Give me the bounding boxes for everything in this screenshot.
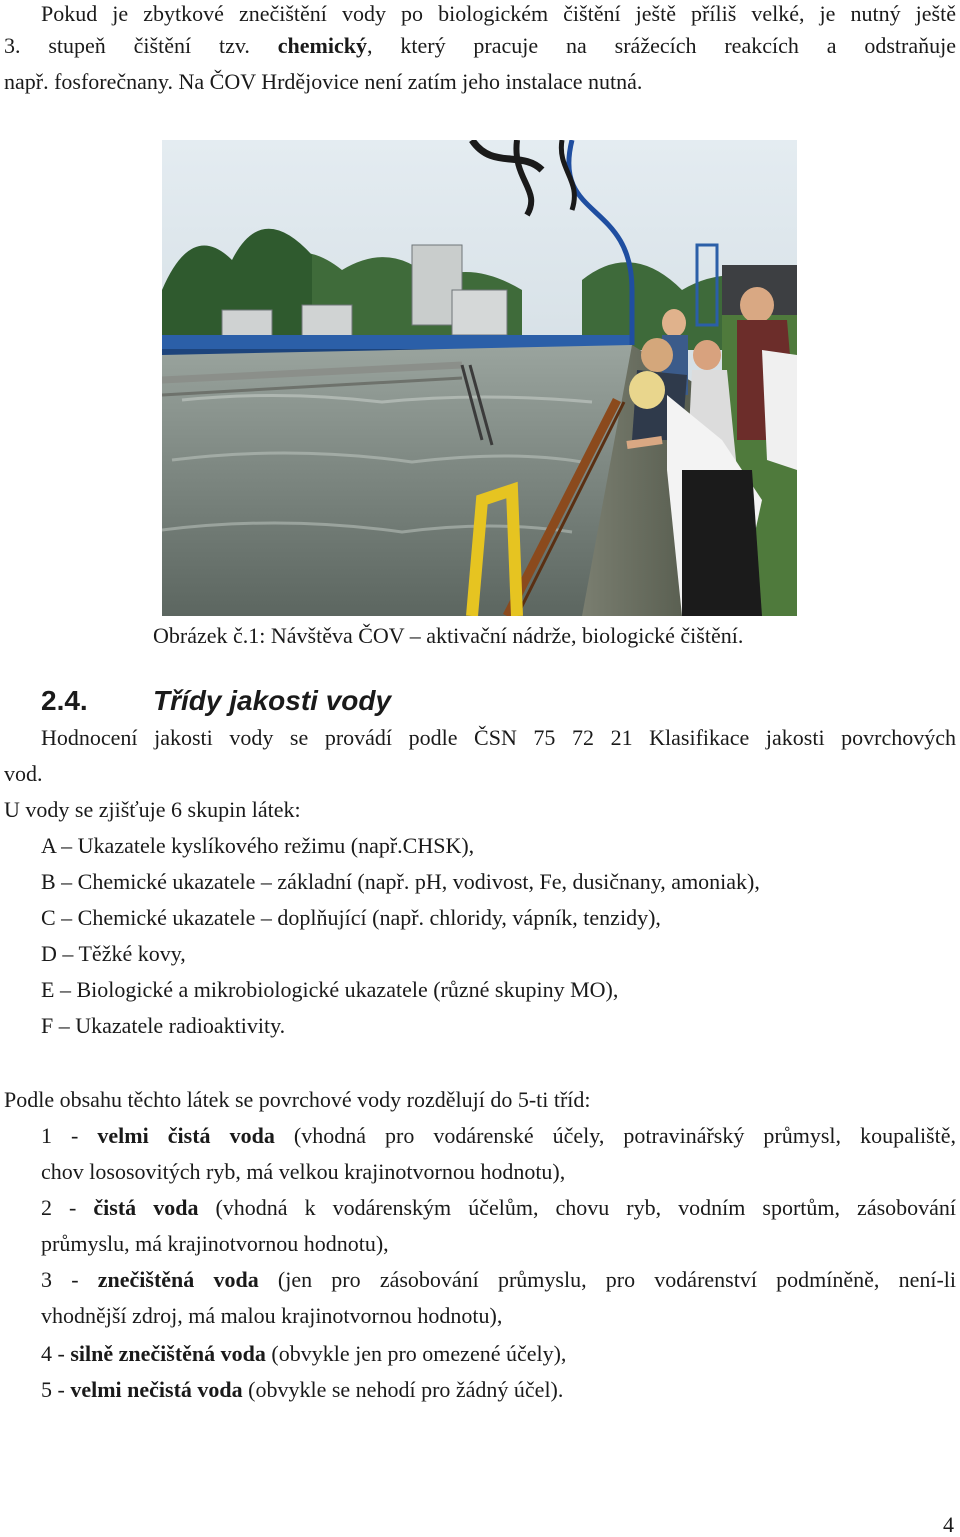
class-item-1 (41, 1122, 956, 1150)
class-description: (vhodná k vodárenským účelům, chovu ryb, vodním sportům, zásobování (198, 1195, 957, 1220)
intro-line-2-suffix: , který pracuje na srážecích reakcích a odstraňuje (367, 33, 956, 58)
intro-line-3: např. fosforečnany. Na ČOV Hrdějovice není zatím jeho instalace nutná. (4, 69, 643, 94)
intro-bold-term: chemický (277, 33, 367, 58)
section-number: 2.4. (41, 685, 88, 716)
class-number: 1 - (41, 1123, 79, 1148)
wastewater-plant-photo (162, 140, 797, 616)
class-name: znečištěná voda (97, 1267, 259, 1292)
class-item-3-cont: vhodnější zdroj, má malou krajinotvornou hodnotu), (41, 1303, 503, 1328)
group-item: B – Chemické ukazatele – základní (např. pH, vodivost, Fe, dusičnany, amoniak), (41, 869, 760, 894)
class-description: (jen pro zásobování průmyslu, pro vodárenství podmíněně, není-li (258, 1267, 957, 1292)
class-number: 5 - (41, 1377, 65, 1402)
class-description: (vhodná pro vodárenské účely, potravinářský průmysl, koupaliště, (274, 1123, 956, 1148)
section-para-line-1: Hodnocení jakosti vody se provádí podle ČSN 75 72 21 Klasifikace jakosti povrchových (41, 725, 956, 750)
class-description: (obvykle jen pro omezené účely), (265, 1341, 567, 1366)
group-item: D – Těžké kovy, (41, 941, 186, 966)
class-item-5 (41, 1376, 563, 1404)
class-item-2-cont: průmyslu, má krajinotvornou hodnotu), (41, 1231, 389, 1256)
groups-intro: U vody se zjišťuje 6 skupin látek: (4, 797, 301, 822)
class-name: velmi nečistá voda (70, 1377, 243, 1402)
class-item-1-cont: chov lososovitých ryb, má velkou krajinotvornou hodnotu), (41, 1159, 566, 1184)
class-item-3 (41, 1266, 956, 1294)
figure-caption: Obrázek č.1: Návštěva ČOV – aktivační nádrže, biologické čištění. (153, 623, 744, 648)
classes-intro: Podle obsahu těchto látek se povrchové vody rozdělují do 5-ti tříd: (4, 1087, 591, 1112)
class-item-4 (41, 1340, 566, 1368)
intro-line-2 (4, 32, 956, 60)
class-name: čistá voda (93, 1195, 199, 1220)
intro-line-1: Pokud je zbytkové znečištění vody po biologickém čištění ještě příliš velké, je nutný ještě (41, 1, 956, 26)
class-number: 3 - (41, 1267, 79, 1292)
class-item-2 (41, 1194, 956, 1222)
class-number: 4 - (41, 1341, 65, 1366)
class-name: silně znečištěná voda (70, 1341, 266, 1366)
class-description: (obvykle se nehodí pro žádný účel). (242, 1377, 564, 1402)
group-item: F – Ukazatele radioaktivity. (41, 1013, 286, 1038)
section-para-line-2: vod. (4, 761, 43, 786)
photo-illustration (162, 140, 797, 616)
group-item: C – Chemické ukazatele – doplňující (např. chloridy, vápník, tenzidy), (41, 905, 661, 930)
intro-line-2-prefix: 3. stupeň čištění tzv. (4, 33, 250, 58)
page-number: 4 (943, 1512, 954, 1537)
group-item: E – Biologické a mikrobiologické ukazatele (různé skupiny MO), (41, 977, 619, 1002)
class-number: 2 - (41, 1195, 77, 1220)
section-title: Třídy jakosti vody (153, 685, 392, 716)
group-item: A – Ukazatele kyslíkového režimu (např.CHSK), (41, 833, 475, 858)
class-name: velmi čistá voda (97, 1123, 275, 1148)
